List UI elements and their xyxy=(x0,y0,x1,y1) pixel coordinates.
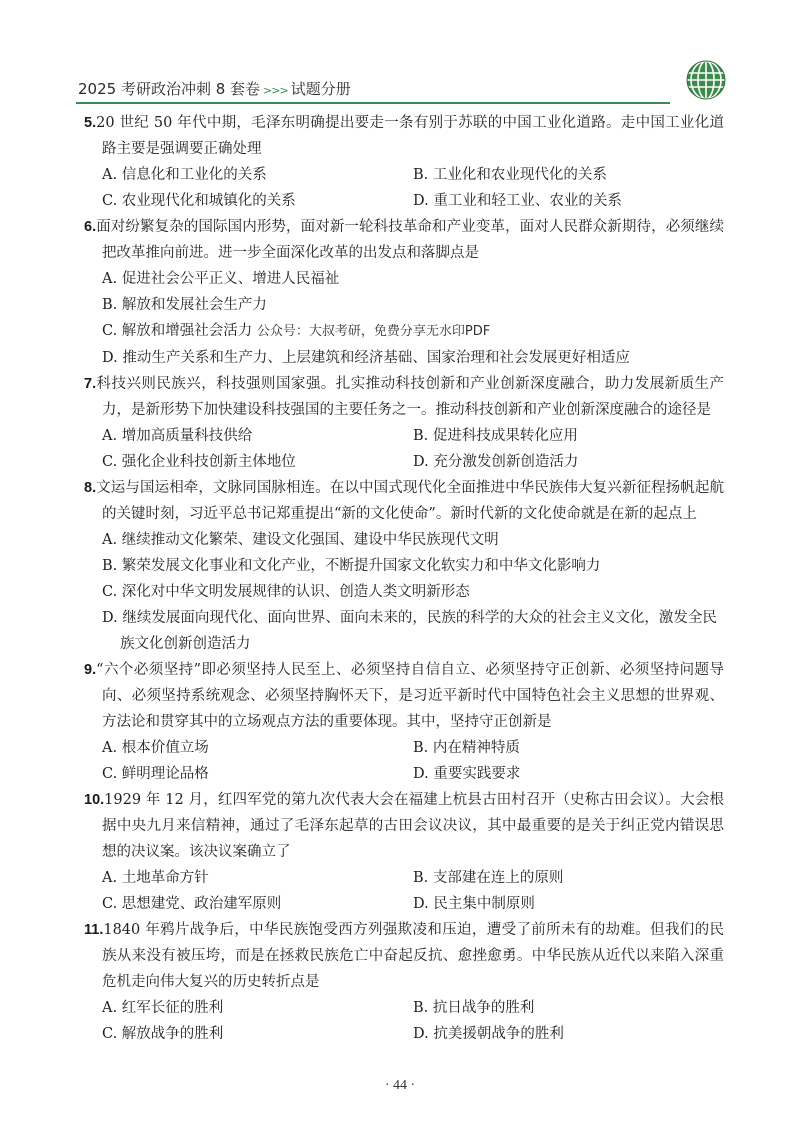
question-5 xyxy=(84,110,724,214)
option-b: B. 内在精神特质 xyxy=(413,740,520,756)
globe-icon xyxy=(684,58,728,102)
option-a: A. 土地革命方针 xyxy=(102,870,209,886)
question-number: 7. xyxy=(84,376,97,392)
option-c: C. 解放和增强社会活力 xyxy=(102,323,253,339)
question-stem: 1840 年鸦片战争后，中华民族饱受西方列强欺凌和压迫，遭受了前所未有的劫难。但我们的民族从来没有被压垮，而是在拯救民族危亡中奋起反抗、愈挫愈勇。中华民族从近代以来陷入深重危机走向伟大复兴的历史转折点是 xyxy=(102,922,724,990)
question-7 xyxy=(84,371,724,475)
option-a: A. 红军长征的胜利 xyxy=(102,1000,224,1016)
section-title: 试题分册 xyxy=(290,80,351,98)
book-title: 2025 考研政治冲刺 8 套卷 xyxy=(78,80,261,98)
question-stem: 20 世纪 50 年代中期，毛泽东明确提出要走一条有别于苏联的中国工业化道路。走中国工业化道路主要是强调要正确处理 xyxy=(96,115,724,157)
question-stem: 面对纷繁复杂的国际国内形势，面对新一轮科技革命和产业变革，面对人民群众新期待，必须继续把改革推向前进。进一步全面深化改革的出发点和落脚点是 xyxy=(96,219,724,261)
option-a: A. 继续推动文化繁荣、建设文化强国、建设中华民族现代文明 xyxy=(102,532,499,548)
option-c: C. 鲜明理论品格 xyxy=(102,766,209,782)
option-d: D. 继续发展面向现代化、面向世界、面向未来的，民族的科学的大众的社会主义文化，激发全民族文化创新创造活力 xyxy=(102,610,717,652)
option-d: D. 重要实践要求 xyxy=(413,766,521,782)
question-number: 10. xyxy=(84,792,105,808)
question-8 xyxy=(84,475,724,657)
option-d: D. 民主集中制原则 xyxy=(413,896,535,912)
option-c: C. 思想建党、政治建军原则 xyxy=(102,896,282,912)
question-list xyxy=(84,110,724,1047)
question-stem: 1929 年 12 月，红四军党的第九次代表大会在福建上杭县古田村召开（史称古田会议）。大会根据中央九月来信精神，通过了毛泽东起草的古田会议决议，其中最重要的是关于纠正党内错误思想的决议案。该决议案确立了 xyxy=(102,792,724,860)
question-stem: “六个必须坚持”即必须坚持人民至上、必须坚持自信自立、必须坚持守正创新、必须坚持问题导向、必须坚持系统观念、必须坚持胸怀天下，是习近平新时代中国特色社会主义思想的世界观、方法论和贯穿其中的立场观点方法的重要体现。其中，坚持守正创新是 xyxy=(96,662,724,730)
question-number: 8. xyxy=(84,480,97,496)
option-a: A. 增加高质量科技供给 xyxy=(102,428,253,444)
header-title xyxy=(78,78,351,99)
option-b: B. 解放和发展社会生产力 xyxy=(102,297,267,313)
question-9 xyxy=(84,657,724,787)
option-d: D. 充分激发创新创造活力 xyxy=(413,454,579,470)
question-number: 9. xyxy=(84,662,97,678)
watermark-text: 公众号：大叔考研，免费分享无水印PDF xyxy=(256,324,491,339)
option-c: C. 强化企业科技创新主体地位 xyxy=(102,454,296,470)
page-header xyxy=(70,74,730,104)
option-b: B. 抗日战争的胜利 xyxy=(413,1000,535,1016)
option-c: C. 农业现代化和城镇化的关系 xyxy=(102,193,296,209)
question-6 xyxy=(84,214,724,371)
option-b: B. 工业化和农业现代化的关系 xyxy=(413,167,607,183)
option-a: A. 信息化和工业化的关系 xyxy=(102,167,267,183)
question-number: 5. xyxy=(84,115,97,131)
question-stem: 科技兴则民族兴，科技强则国家强。扎实推动科技创新和产业创新深度融合，助力发展新质生产力，是新形势下加快建设科技强国的主要任务之一。推动科技创新和产业创新深度融合的途径是 xyxy=(96,376,724,418)
option-b: B. 支部建在连上的原则 xyxy=(413,870,564,886)
question-number: 6. xyxy=(84,219,97,235)
option-a: A. 促进社会公平正义、增进人民福祉 xyxy=(102,271,340,287)
header-arrows: >>> xyxy=(263,84,288,97)
option-b: B. 促进科技成果转化应用 xyxy=(413,428,578,444)
question-stem: 文运与国运相牵，文脉同国脉相连。在以中国式现代化全面推进中华民族伟大复兴新征程扬帆起航的关键时刻，习近平总书记郑重提出“新的文化使命”。新时代新的文化使命就是在新的起点上 xyxy=(96,480,724,522)
option-c: C. 解放战争的胜利 xyxy=(102,1026,224,1042)
option-c: C. 深化对中华文明发展规律的认识、创造人类文明新形态 xyxy=(102,584,470,600)
page-number: · 44 · xyxy=(384,1078,416,1093)
option-b: B. 繁荣发展文化事业和文化产业，不断提升国家文化软实力和中华文化影响力 xyxy=(102,558,601,574)
option-a: A. 根本价值立场 xyxy=(102,740,209,756)
question-number: 11. xyxy=(84,922,104,938)
option-d: D. 抗美援朝战争的胜利 xyxy=(413,1026,564,1042)
option-d: D. 重工业和轻工业、农业的关系 xyxy=(413,193,622,209)
option-d: D. 推动生产关系和生产力、上层建筑和经济基础、国家治理和社会发展更好相适应 xyxy=(102,350,630,366)
header-rule xyxy=(76,102,670,104)
question-11 xyxy=(84,917,724,1047)
question-10 xyxy=(84,787,724,917)
